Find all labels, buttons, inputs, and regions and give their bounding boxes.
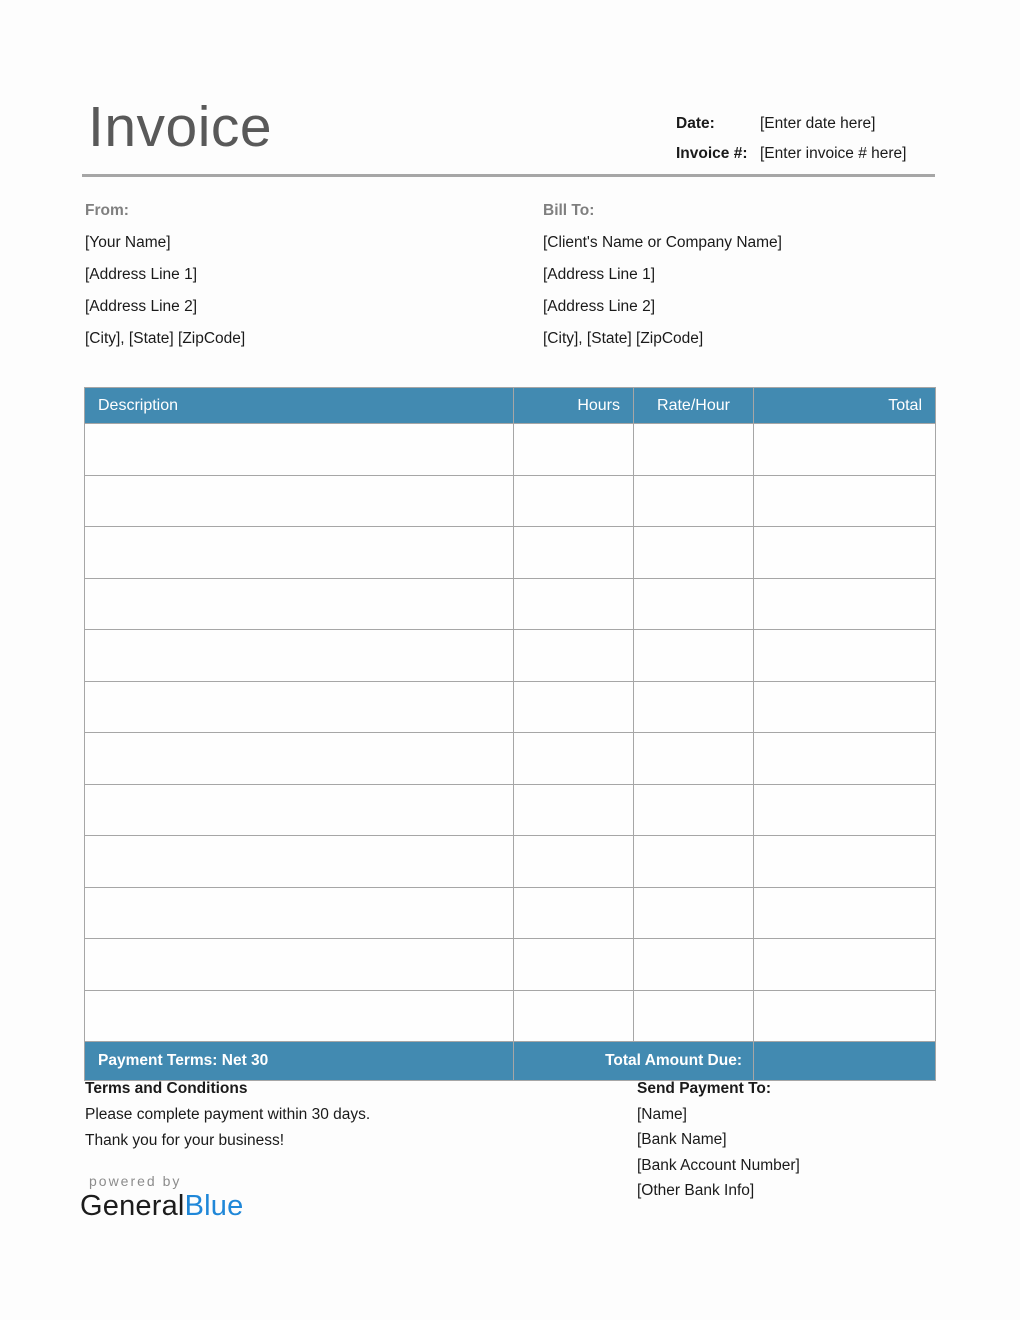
invoice-number-value[interactable]: [Enter invoice # here] — [760, 145, 907, 162]
table-cell[interactable] — [85, 990, 514, 1042]
terms-line-1: Please complete payment within 30 days. — [85, 1106, 371, 1123]
from-city-state-zip[interactable]: [City], [State] [ZipCode] — [85, 330, 246, 347]
table-cell[interactable] — [754, 475, 936, 527]
table-row — [85, 887, 936, 939]
brand-general: General — [80, 1190, 185, 1222]
date-value[interactable]: [Enter date here] — [760, 115, 876, 132]
terms-line-2: Thank you for your business! — [85, 1132, 285, 1149]
column-header-rate-hour: Rate/Hour — [634, 388, 754, 424]
table-cell[interactable] — [634, 990, 754, 1042]
table-cell[interactable] — [514, 990, 634, 1042]
bank-account-number[interactable]: [Bank Account Number] — [637, 1156, 800, 1174]
brand-blue: Blue — [184, 1190, 244, 1222]
header-divider — [82, 174, 935, 177]
from-address-line-1[interactable]: [Address Line 1] — [85, 266, 198, 283]
table-cell[interactable] — [754, 681, 936, 733]
line-items-table — [84, 387, 936, 1081]
table-cell[interactable] — [754, 784, 936, 836]
bill-to-name[interactable]: [Client's Name or Company Name] — [543, 234, 782, 251]
table-row — [85, 424, 936, 476]
table-cell[interactable] — [754, 990, 936, 1042]
table-cell[interactable] — [754, 578, 936, 630]
table-cell[interactable] — [85, 578, 514, 630]
invoice-meta — [676, 115, 906, 163]
table-cell[interactable] — [514, 630, 634, 682]
table-cell[interactable] — [514, 681, 634, 733]
table-cell[interactable] — [634, 578, 754, 630]
table-cell[interactable] — [634, 784, 754, 836]
from-address-line-2[interactable]: [Address Line 2] — [85, 298, 198, 315]
powered-by-text: powered by — [89, 1173, 182, 1189]
bill-to-label: Bill To: — [543, 202, 595, 219]
table-row — [85, 681, 936, 733]
table-cell[interactable] — [754, 733, 936, 785]
table-cell[interactable] — [754, 424, 936, 476]
table-cell[interactable] — [85, 630, 514, 682]
table-cell[interactable] — [634, 527, 754, 579]
send-payment-heading: Send Payment To: — [637, 1080, 772, 1097]
invoice-table-body — [85, 424, 936, 1042]
table-row — [85, 836, 936, 888]
bank-name[interactable]: [Bank Name] — [637, 1131, 727, 1148]
table-cell[interactable] — [85, 475, 514, 527]
table-cell[interactable] — [514, 424, 634, 476]
column-header-hours: Hours — [514, 388, 634, 424]
table-footer — [85, 1042, 936, 1081]
table-cell[interactable] — [85, 939, 514, 991]
other-bank-info[interactable]: [Other Bank Info] — [637, 1182, 755, 1199]
table-header — [85, 388, 936, 424]
date-label: Date: — [676, 115, 715, 132]
table-cell[interactable] — [85, 424, 514, 476]
table-cell[interactable] — [514, 578, 634, 630]
terms-heading: Terms and Conditions — [85, 1080, 248, 1097]
table-cell[interactable] — [754, 836, 936, 888]
column-header-total: Total — [754, 388, 936, 424]
table-row — [85, 630, 936, 682]
table-cell[interactable] — [634, 630, 754, 682]
payee-name[interactable]: [Name] — [637, 1105, 687, 1123]
table-cell[interactable] — [514, 836, 634, 888]
table-cell[interactable] — [634, 475, 754, 527]
table-cell[interactable] — [754, 887, 936, 939]
table-cell[interactable] — [85, 784, 514, 836]
table-cell[interactable] — [754, 939, 936, 991]
table-row — [85, 733, 936, 785]
terms-and-conditions-block — [85, 1076, 370, 1154]
table-cell[interactable] — [634, 939, 754, 991]
table-cell[interactable] — [85, 733, 514, 785]
table-cell[interactable] — [514, 527, 634, 579]
bill-to-address-line-2[interactable]: [Address Line 2] — [543, 298, 656, 315]
general-blue-logo — [80, 1189, 243, 1223]
table-cell[interactable] — [514, 475, 634, 527]
from-block — [85, 195, 245, 355]
table-cell[interactable] — [634, 681, 754, 733]
payment-terms-cell: Payment Terms: Net 30 — [85, 1042, 514, 1081]
column-header-description: Description — [85, 388, 514, 424]
from-name[interactable]: [Your Name] — [85, 234, 171, 251]
total-amount-due-label: Total Amount Due: — [514, 1042, 754, 1081]
table-cell[interactable] — [85, 527, 514, 579]
bill-to-block — [543, 195, 782, 355]
table-cell[interactable] — [85, 836, 514, 888]
table-row — [85, 990, 936, 1042]
table-cell[interactable] — [634, 733, 754, 785]
table-cell[interactable] — [85, 887, 514, 939]
table-cell[interactable] — [514, 939, 634, 991]
total-amount-due-value[interactable] — [754, 1042, 936, 1081]
table-cell[interactable] — [754, 527, 936, 579]
table-row — [85, 527, 936, 579]
table-cell[interactable] — [514, 887, 634, 939]
table-cell[interactable] — [634, 836, 754, 888]
send-payment-to-block — [637, 1076, 800, 1204]
table-row — [85, 784, 936, 836]
table-row — [85, 939, 936, 991]
table-cell[interactable] — [514, 733, 634, 785]
invoice-number-label: Invoice #: — [676, 145, 748, 162]
table-cell[interactable] — [514, 784, 634, 836]
table-row — [85, 578, 936, 630]
page-title: Invoice — [88, 95, 273, 159]
table-cell[interactable] — [634, 424, 754, 476]
table-cell[interactable] — [754, 630, 936, 682]
bill-to-city-state-zip[interactable]: [City], [State] [ZipCode] — [543, 330, 704, 347]
table-cell[interactable] — [634, 887, 754, 939]
table-cell[interactable] — [85, 681, 514, 733]
bill-to-address-line-1[interactable]: [Address Line 1] — [543, 266, 656, 283]
from-label: From: — [85, 202, 129, 219]
table-row — [85, 475, 936, 527]
